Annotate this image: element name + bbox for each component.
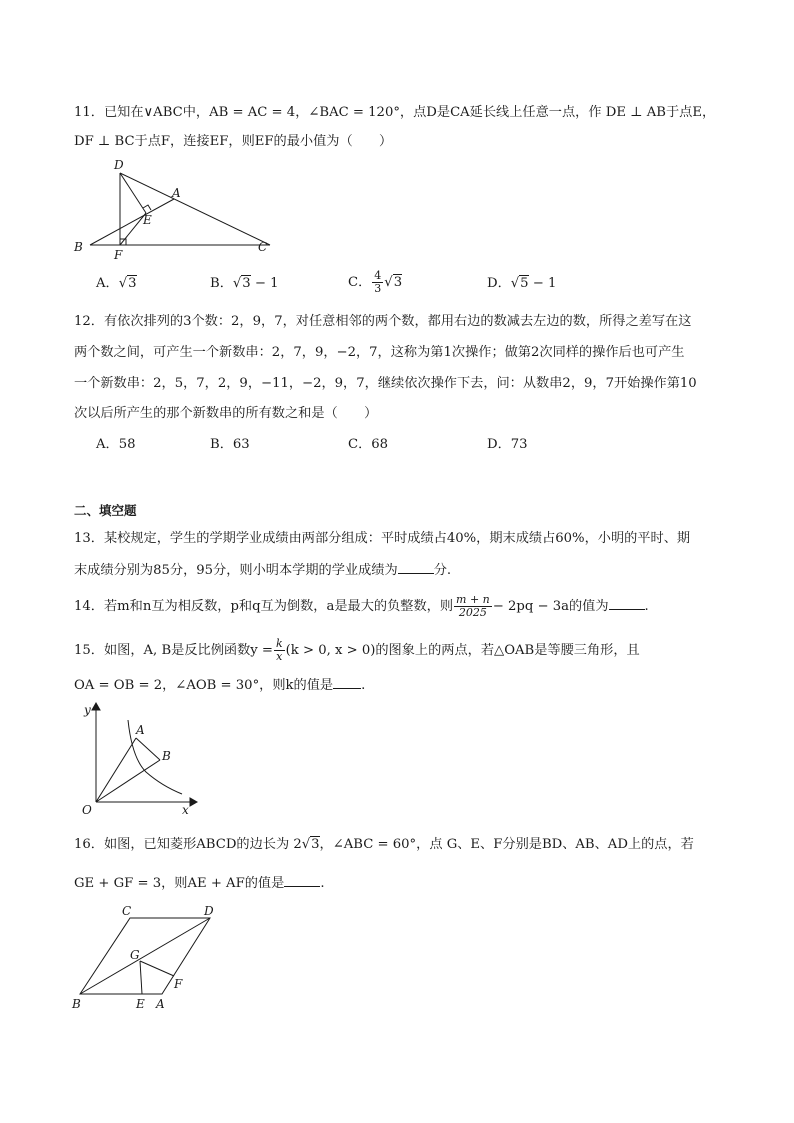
q12-line-3: 一个新数串：2，5，7，2，9，−11，−2，9，7，继续依次操作下去，问：从数串2，9，7开始操作第10 — [74, 376, 697, 391]
q15-line-1: 15．如图，A, B是反比例函数y = $\frac{k}{x}$ (k > 0, x > 0)的图象上的两点，若△OAB是等腰三角形，且 — [74, 637, 640, 663]
q12-option-c[interactable]: C．68 — [348, 437, 389, 452]
q12-line-1: 12．有依次排列的3个数：2，9，7，对任意相邻的两个数，都用右边的数减去左边的数，所得之差写在这 — [74, 314, 692, 329]
label-f: F — [174, 977, 183, 991]
q13-line-1: 13．某校规定，学生的学期学业成绩由两部分组成：平时成绩占40%，期末成绩占60%，小明的平时、期 — [74, 531, 691, 546]
label-b: B — [74, 240, 83, 254]
q12-option-b[interactable]: B．63 — [210, 437, 250, 452]
y-axis-arrow — [92, 703, 100, 710]
label-a: A — [156, 997, 165, 1011]
line-dc — [120, 173, 270, 245]
line-gf — [140, 961, 174, 976]
q12-line-2: 两个数之间，可产生一个新数串：2，7，9，−2，7，这称为第1次操作；做第2次同样的操作后也可产生 — [74, 345, 685, 360]
label-d: D — [204, 904, 214, 918]
q13-line-2: 末成绩分别为85分，95分，则小明本学期的学业成绩为 分. — [74, 563, 452, 578]
label-a: A — [172, 186, 181, 200]
line-ob — [96, 760, 160, 802]
label-o: O — [82, 803, 92, 816]
right-angle-e — [143, 205, 151, 210]
label-e: E — [143, 213, 152, 227]
label-c: C — [258, 240, 268, 254]
q14-answer-blank[interactable] — [609, 597, 645, 610]
line-ge — [140, 961, 142, 994]
line-oa — [96, 738, 136, 802]
q11-option-c[interactable]: C． $\frac{4}{3}$ √3 — [348, 269, 403, 295]
diagonal-bd — [80, 918, 210, 994]
q16-rhombus-figure — [70, 904, 230, 1016]
q15-answer-blank[interactable] — [333, 676, 361, 689]
label-e: E — [136, 997, 145, 1011]
x-axis-arrow — [190, 798, 197, 806]
q11-line-2: DF ⊥ BC于点F，连接EF，则EF的最小值为（ ） — [74, 134, 393, 149]
label-b: B — [72, 997, 81, 1011]
q15-inverse-function-figure — [72, 698, 202, 816]
label-a: A — [136, 723, 145, 737]
q12-line-4: 次以后所产生的那个新数串的所有数之和是（ ） — [74, 406, 378, 421]
label-y: y — [84, 703, 91, 717]
q15-line-2: OA = OB = 2，∠AOB = 30°，则k的值是 . — [74, 678, 366, 693]
q11-option-a[interactable]: A．√3 — [96, 276, 137, 291]
label-x: x — [182, 803, 189, 816]
label-b: B — [162, 749, 171, 763]
q11-triangle-figure — [70, 155, 285, 265]
q13-answer-blank[interactable] — [398, 561, 434, 574]
label-d: D — [114, 158, 124, 172]
section-title-fill-in: 二、填空题 — [74, 503, 137, 518]
label-f: F — [114, 248, 123, 262]
q11-line-1: 11．已知在∨ABC中，AB = AC = 4，∠BAC = 120°，点D是CA延长线上任意一点，作 DE ⊥ AB于点E， — [74, 105, 716, 120]
q16-line-1: 16．如图，已知菱形ABCD的边长为 2√3，∠ABC = 60°，点 G、E、F分别是BD、AB、AD上的点，若 — [74, 837, 694, 852]
q12-option-d[interactable]: D．73 — [487, 437, 528, 452]
q12-option-a[interactable]: A．58 — [96, 437, 136, 452]
q11-option-d[interactable]: D．√5 − 1 — [487, 276, 557, 291]
line-ba — [90, 199, 174, 245]
q14-line: 14．若m和n互为相反数，p和q互为倒数，a是最大的负整数，则 $\frac{m + n}{2025}$ − 2pq − 3a的值为 . — [74, 593, 649, 619]
line-ab — [136, 738, 160, 760]
label-c: C — [122, 904, 132, 918]
q11-option-b[interactable]: B．√3 − 1 — [210, 276, 279, 291]
q16-answer-blank[interactable] — [284, 874, 320, 887]
label-g: G — [130, 948, 140, 962]
q16-line-2: GE + GF = 3，则AE + AF的值是 . — [74, 876, 325, 891]
